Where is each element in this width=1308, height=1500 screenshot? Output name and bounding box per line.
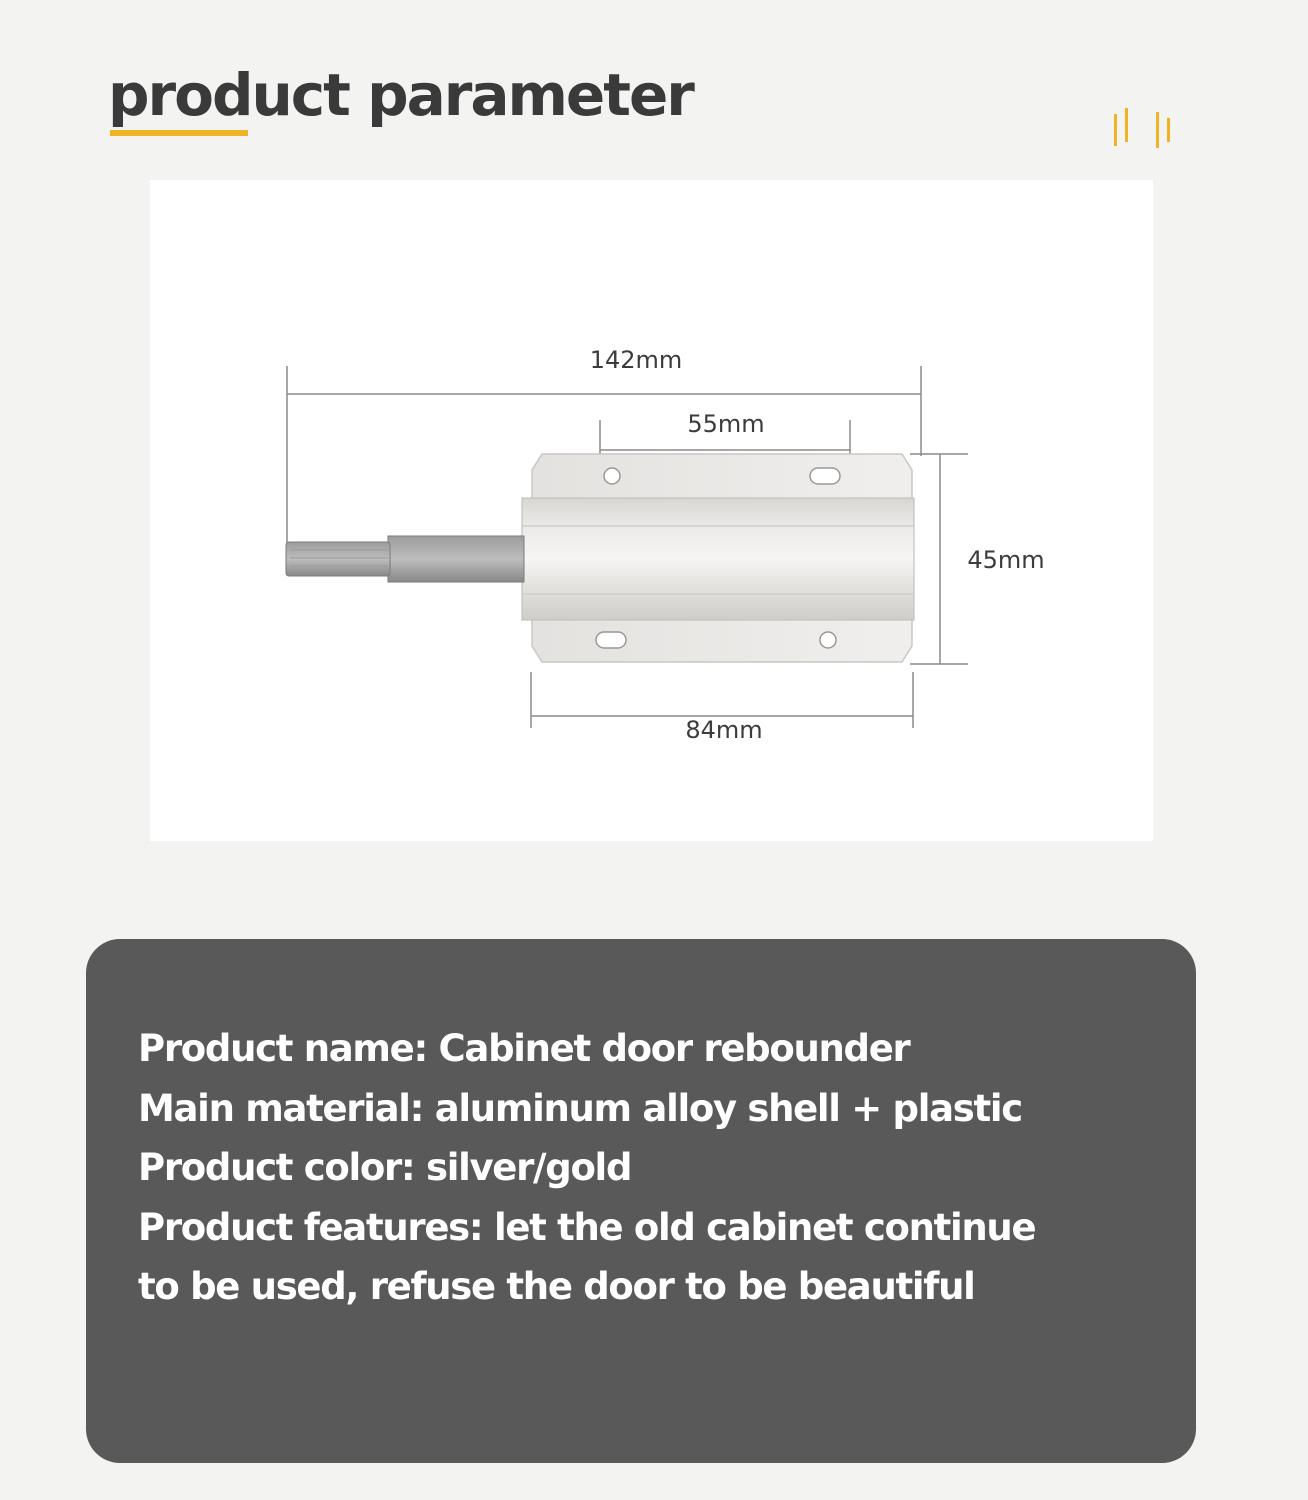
info-line-features-continued: to be used, refuse the door to be beautiful xyxy=(138,1265,975,1308)
product-dimension-diagram xyxy=(150,180,1153,841)
title-underline xyxy=(110,130,248,136)
info-line-material: Main material: aluminum alloy shell + plastic xyxy=(138,1086,1022,1130)
overall-length-label: 142mm xyxy=(589,346,683,374)
product-info-text xyxy=(138,1019,1035,1317)
info-line-features: Product features: let the old cabinet continue xyxy=(138,1205,1036,1249)
hole-spacing-label: 55mm xyxy=(687,410,765,438)
body-length-label: 84mm xyxy=(685,716,763,744)
page-title: product parameter xyxy=(108,60,693,129)
height-label: 45mm xyxy=(967,546,1045,574)
info-line-color: Product color: silver/gold xyxy=(138,1146,632,1189)
info-line-product-name: Product name: Cabinet door rebounder xyxy=(138,1027,910,1070)
decorative-bars-icon xyxy=(1106,108,1176,150)
product-info-panel xyxy=(86,939,1196,1463)
